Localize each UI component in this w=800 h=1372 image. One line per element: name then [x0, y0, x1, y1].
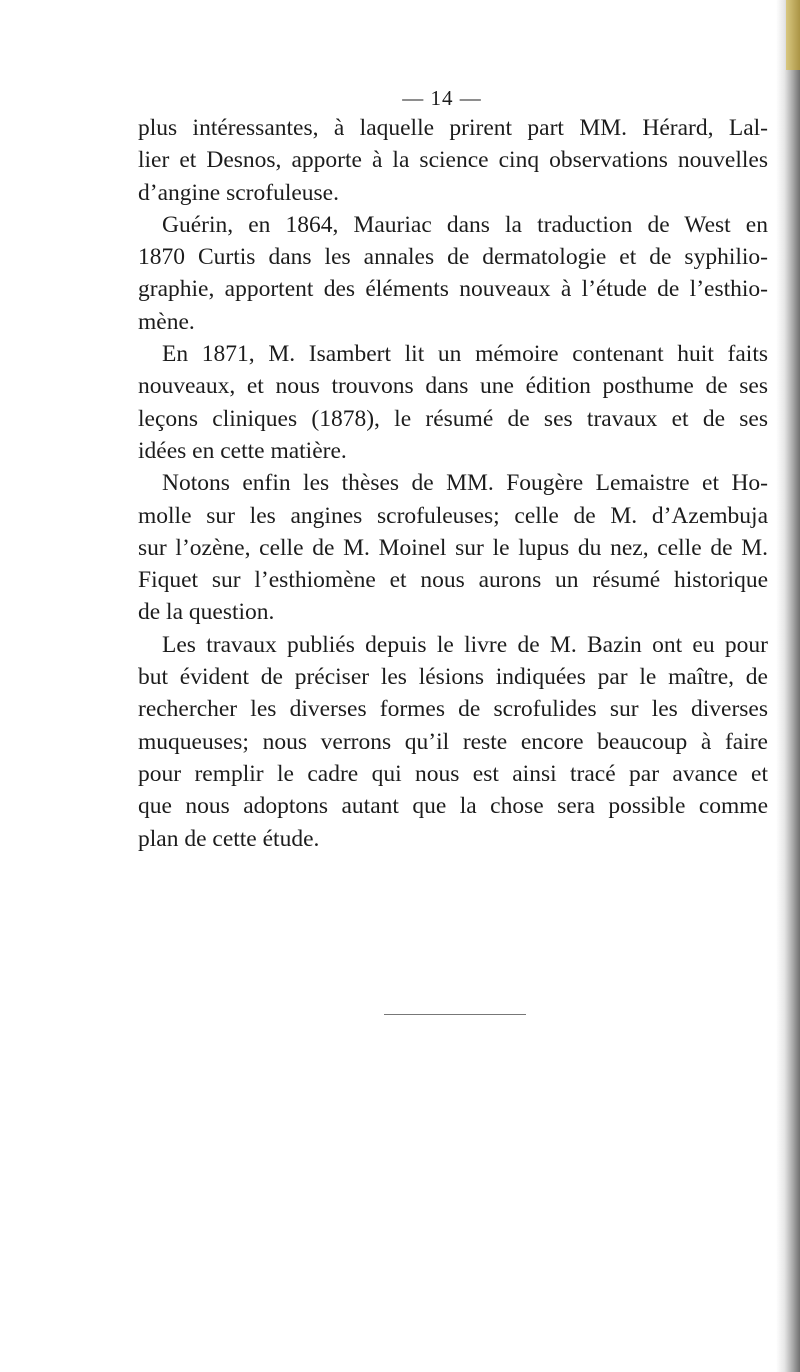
text-line: d’angine scrofuleuse. [138, 179, 339, 206]
body-text [138, 112, 768, 855]
text-line: idées en cette matière. [138, 437, 347, 464]
text-line: lier et Desnos, apporte à la science cinq observations nouvelles [138, 147, 768, 174]
text-line: plus intéressantes, à laquelle prirent part MM. Hérard, Lal- [138, 115, 768, 141]
text-line: Guérin, en 1864, Mauriac dans la traduction de West en [162, 211, 768, 238]
text-line: molle sur les angines scrofuleuses; celle de M. d’Azembuja [138, 502, 768, 529]
page-edge-shadow [776, 0, 800, 1372]
text-line: muqueuses; nous verrons qu’il reste encore beaucoup à faire [138, 728, 768, 755]
page-number: — 14 — [402, 86, 482, 110]
text-line: nouveaux, et nous trouvons dans une édition posthume de ses [138, 373, 768, 400]
text-line: leçons cliniques (1878), le résumé de ses travaux et de ses [138, 405, 768, 432]
text-line: 1870 Curtis dans les annales de dermatologie et de syphilio- [138, 244, 768, 271]
text-line: mène. [138, 308, 195, 335]
separator-rule [384, 1014, 526, 1015]
text-line: graphie, apportent des éléments nouveaux à l’étude de l’esthio- [138, 276, 768, 303]
page-edge-stain [786, 0, 800, 70]
text-line: rechercher les diverses formes de scrofulides sur les diverses [138, 696, 768, 723]
text-line: plan de cette étude. [138, 825, 320, 852]
text-line: En 1871, M. Isambert lit un mémoire contenant huit faits [162, 341, 768, 368]
text-line: Fiquet sur l’esthiomène et nous aurons un résumé historique [138, 567, 768, 594]
text-line: de la question. [138, 599, 275, 626]
text-line: Les travaux publiés depuis le livre de M. Bazin ont eu pour [162, 631, 768, 658]
text-line: but évident de préciser les lésions indiquées par le maître, de [138, 664, 768, 691]
text-line: Notons enfin les thèses de MM. Fougère Lemaistre et Ho- [162, 470, 768, 497]
text-line: sur l’ozène, celle de M. Moinel sur le lupus du nez, celle de M. [138, 534, 768, 561]
text-line: pour remplir le cadre qui nous est ainsi tracé par avance et [138, 760, 768, 787]
text-line: que nous adoptons autant que la chose sera possible comme [138, 793, 768, 820]
